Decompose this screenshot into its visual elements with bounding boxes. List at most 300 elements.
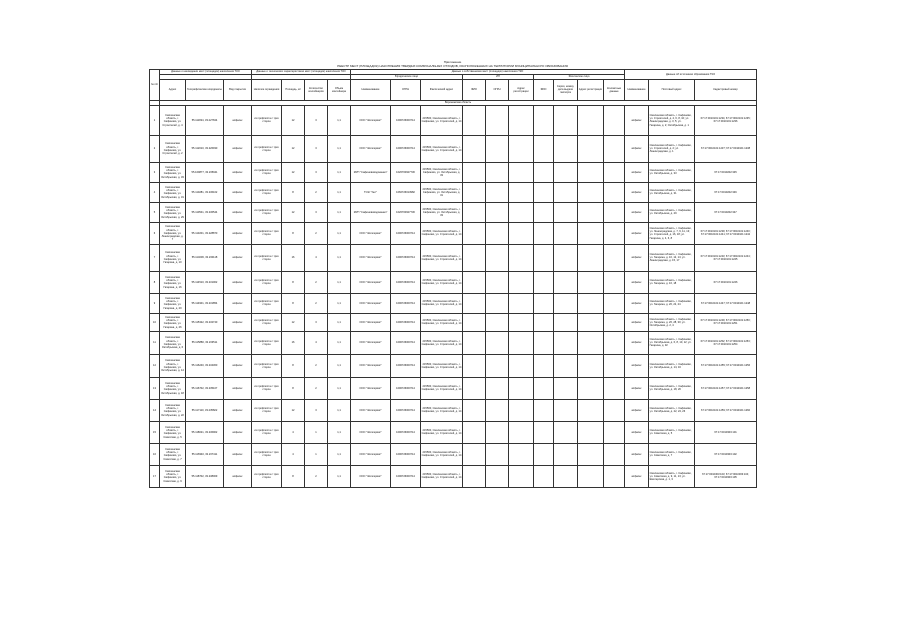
row-count-cell: 2: [305, 182, 328, 202]
row-person-contact-cell: [604, 162, 625, 182]
row-num-cell: 4: [150, 182, 160, 202]
row-cadastral-cell: 67:17:0010303:102: [695, 443, 757, 465]
row-person-passport-cell: [554, 443, 578, 465]
row-area-cell: 8: [282, 293, 305, 313]
row-person-contact-cell: [604, 399, 625, 421]
row-person-address-cell: [578, 313, 604, 331]
row-area-cell: 12: [282, 313, 305, 331]
row-ip-address-cell: [509, 271, 534, 293]
row-source-name-cell: асфальт: [625, 182, 649, 202]
row-ip-address-cell: [509, 399, 534, 421]
row-count-cell: 2: [305, 222, 328, 244]
table-row: [150, 222, 757, 244]
row-person-fio-cell: [534, 105, 554, 135]
table-row: [150, 465, 757, 487]
row-volume-cell: 1,1: [328, 354, 351, 377]
row-count-cell: 3: [305, 202, 328, 222]
col-person-address-header: Адрес регистрации: [578, 79, 604, 100]
group-location-header: Данные о нахождении мест (площадок) накопления ТКО: [160, 69, 252, 74]
row-ip-fio-cell: [463, 244, 486, 271]
row-coords-cell: 55.115880, 33.233511: [186, 331, 224, 354]
row-ip-ogrn-cell: [486, 377, 509, 399]
row-person-contact-cell: [604, 443, 625, 465]
row-source-name-cell: асфальт: [625, 271, 649, 293]
row-area-cell: 4: [282, 421, 305, 443]
row-ip-ogrn-cell: [486, 222, 509, 244]
row-source-address-cell: Смоленская область, г. Сафоново, ул. Строителей, д. 4, 6, 8, 10; ул. Ленинградская, д. 3, 5; ул. Гагарина, д. 2; Октябрьская, д. 1: [649, 105, 695, 135]
row-num-cell: 3: [150, 162, 160, 182]
row-person-address-cell: [578, 244, 604, 271]
row-source-address-cell: Смоленская область, г. Сафоново, ул. Строителей, д. 2; ул. Ленинградская, д. 1: [649, 135, 695, 162]
row-source-address-cell: Смоленская область, г. Сафоново, ул. Советская, д. 9, 11, 13; ул. Шахтерская, д. 1, 3: [649, 465, 695, 487]
row-ip-fio-cell: [463, 105, 486, 135]
row-count-cell: 1: [305, 443, 328, 465]
row-ip-ogrn-cell: [486, 182, 509, 202]
row-org-ogrn-cell: 1066726013982: [391, 182, 421, 202]
row-person-fio-cell: [534, 135, 554, 162]
table-row: [150, 313, 757, 331]
row-source-name-cell: асфальт: [625, 421, 649, 443]
row-fence-cell: из профлиста с трех сторон: [252, 105, 282, 135]
row-cadastral-cell: 67:17:0010101:1249; 67:17:0010101:1250; 67:17:0010101:1251: [695, 313, 757, 331]
row-fence-cell: из профлиста с трех сторон: [252, 421, 282, 443]
col-source-address-header: Почтовый адрес: [649, 79, 695, 100]
row-count-cell: 2: [305, 293, 328, 313]
row-ip-fio-cell: [463, 465, 486, 487]
row-num-cell: 10: [150, 313, 160, 331]
row-volume-cell: 1,1: [328, 313, 351, 331]
row-coords-cell: 55.112010, 33.226930: [186, 135, 224, 162]
row-num-cell: 13: [150, 377, 160, 399]
row-cover-cell: асфальт: [224, 421, 252, 443]
row-ip-address-cell: [509, 105, 534, 135]
row-source-name-cell: асфальт: [625, 331, 649, 354]
col-volume-header: Объем контейнера: [328, 79, 351, 100]
row-ip-ogrn-cell: [486, 399, 509, 421]
row-ip-ogrn-cell: [486, 135, 509, 162]
row-org-address-cell: 215500, Смоленская область, г. Сафоново, ул. Строителей, д. 14: [421, 293, 463, 313]
row-org-address-cell: 215500, Смоленская область, г. Сафоново, ул. Строителей, д. 14: [421, 105, 463, 135]
row-cover-cell: асфальт: [224, 313, 252, 331]
row-area-cell: 12: [282, 135, 305, 162]
row-address-cell: Смоленская область, г. Сафоново, ул. Строителей, д. 2: [160, 135, 186, 162]
row-ip-address-cell: [509, 465, 534, 487]
row-person-passport-cell: [554, 271, 578, 293]
row-org-name-cell: ООО "Жилсервис": [351, 105, 391, 135]
row-num-cell: 12: [150, 354, 160, 377]
row-cadastral-cell: 67:17:0010101:1259; 67:17:0010101:1260: [695, 399, 757, 421]
row-fence-cell: из профлиста с трех сторон: [252, 331, 282, 354]
row-area-cell: 16: [282, 331, 305, 354]
row-person-fio-cell: [534, 293, 554, 313]
row-org-address-cell: 215500, Смоленская область, г. Сафоново, ул. Октябрьская, д. 33: [421, 202, 463, 222]
row-fence-cell: из профлиста с трех сторон: [252, 313, 282, 331]
row-area-cell: 8: [282, 354, 305, 377]
row-fence-cell: из профлиста с трех сторон: [252, 162, 282, 182]
row-person-fio-cell: [534, 202, 554, 222]
row-address-cell: Смоленская область, г. Сафоново, ул. Ленинградская, д. 7: [160, 222, 186, 244]
table-row: [150, 244, 757, 271]
row-org-address-cell: 215500, Смоленская область, г. Сафоново, ул. Строителей, д. 14: [421, 135, 463, 162]
row-person-passport-cell: [554, 244, 578, 271]
row-cover-cell: асфальт: [224, 202, 252, 222]
row-cover-cell: асфальт: [224, 271, 252, 293]
row-org-ogrn-cell: 1096726000714: [391, 222, 421, 244]
doc-header-line-2: РЕЕСТР МЕСТ (ПЛОЩАДОК) НАКОПЛЕНИЯ ТВЕРДЫХ КОММУНАЛЬНЫХ ОТХОДОВ, РАСПОЛОЖЕННЫХ НА ТЕРРИТОРИИ МУНИЦИПАЛЬНОГО ОБРАЗОВАНИЯ: [337, 64, 568, 69]
table-row: [150, 399, 757, 421]
row-num-cell: 16: [150, 443, 160, 465]
row-org-address-cell: 215500, Смоленская область, г. Сафоново, ул. Строителей, д. 14: [421, 313, 463, 331]
row-person-fio-cell: [534, 271, 554, 293]
row-cover-cell: асфальт: [224, 354, 252, 377]
table-row: [150, 443, 757, 465]
row-cadastral-cell: 67:17:0010101:1246: [695, 271, 757, 293]
row-person-passport-cell: [554, 354, 578, 377]
row-count-cell: 3: [305, 162, 328, 182]
row-fence-cell: из профлиста с трех сторон: [252, 222, 282, 244]
row-person-fio-cell: [534, 465, 554, 487]
table-row: [150, 293, 757, 313]
row-org-ogrn-cell: 1096726000714: [391, 354, 421, 377]
row-num-cell: 7: [150, 244, 160, 271]
row-person-passport-cell: [554, 421, 578, 443]
row-num-cell: 14: [150, 399, 160, 421]
row-area-cell: 4: [282, 443, 305, 465]
row-person-address-cell: [578, 105, 604, 135]
row-source-address-cell: Смоленская область, г. Сафоново, ул. Октябрьская, д. 18, 20: [649, 377, 695, 399]
row-area-cell: 8: [282, 271, 305, 293]
row-fence-cell: из профлиста с трех сторон: [252, 354, 282, 377]
row-count-cell: 2: [305, 354, 328, 377]
document-sheet: [149, 60, 756, 488]
row-ip-ogrn-cell: [486, 465, 509, 487]
row-count-cell: 3: [305, 105, 328, 135]
row-num-cell: 11: [150, 331, 160, 354]
row-ip-fio-cell: [463, 135, 486, 162]
table-row: [150, 331, 757, 354]
row-source-address-cell: Смоленская область, г. Сафоново, ул. Ленинградская, д. 7, 9, 11, 13; ул. Строителей, д. 16, 18; ул. Гагарина, д. 4, 6, 8: [649, 222, 695, 244]
row-fence-cell: из профлиста с трех сторон: [252, 182, 282, 202]
registry-table: [149, 69, 757, 488]
row-person-fio-cell: [534, 162, 554, 182]
row-person-address-cell: [578, 202, 604, 222]
row-fence-cell: из профлиста с трех сторон: [252, 135, 282, 162]
row-source-address-cell: Смоленская область, г. Сафоново, ул. Октябрьская, д. 6, 8, 10, 12; ул. Гагарина, д. 32: [649, 331, 695, 354]
row-fence-cell: из профлиста с трех сторон: [252, 271, 282, 293]
row-org-name-cell: ООО "Жилсервис": [351, 331, 391, 354]
row-source-name-cell: асфальт: [625, 443, 649, 465]
row-ip-fio-cell: [463, 202, 486, 222]
row-source-name-cell: асфальт: [625, 399, 649, 421]
row-coords-cell: 55.114901, 33.231854: [186, 293, 224, 313]
row-address-cell: Смоленская область, г. Сафоново, ул. Октябрьская, д. 33: [160, 162, 186, 182]
row-address-cell: Смоленская область, г. Сафоново, ул. Гагарина, д. 20: [160, 293, 186, 313]
row-coords-cell: 55.110541, 33.236544: [186, 202, 224, 222]
row-person-passport-cell: [554, 162, 578, 182]
row-cover-cell: асфальт: [224, 162, 252, 182]
row-count-cell: 1: [305, 421, 328, 443]
row-org-name-cell: ООО "Жилсервис": [351, 135, 391, 162]
col-cadastral-header: Кадастровый номер: [695, 79, 757, 100]
col-coords-header: Географические координаты: [186, 79, 224, 100]
row-source-name-cell: асфальт: [625, 293, 649, 313]
row-address-cell: Смоленская область, г. Сафоново, ул. Строителей, д. 4: [160, 105, 186, 135]
col-count-header: Количество контейнеров: [305, 79, 328, 100]
row-area-cell: 16: [282, 244, 305, 271]
row-ip-fio-cell: [463, 354, 486, 377]
row-org-ogrn-cell: 1096726000714: [391, 313, 421, 331]
row-ip-address-cell: [509, 313, 534, 331]
row-area-cell: 8: [282, 222, 305, 244]
row-source-name-cell: асфальт: [625, 244, 649, 271]
row-fence-cell: из профлиста с трех сторон: [252, 399, 282, 421]
col-area-header: Площадь, м²: [282, 79, 305, 100]
row-source-address-cell: Смоленская область, г. Сафоново, ул. Октябрьская, д. 33: [649, 162, 695, 182]
row-org-ogrn-cell: 1096726000714: [391, 331, 421, 354]
col-num-header: № п/п: [150, 69, 160, 100]
row-org-ogrn-cell: 1096726000714: [391, 244, 421, 271]
row-org-address-cell: 215500, Смоленская область, г. Сафоново, ул. Октябрьская, д. 31: [421, 182, 463, 202]
row-org-name-cell: ООО "Жилсервис": [351, 271, 391, 293]
row-area-cell: 12: [282, 105, 305, 135]
row-area-cell: 12: [282, 399, 305, 421]
row-cover-cell: асфальт: [224, 465, 252, 487]
row-cadastral-cell: 67:17:0010101:1234; 67:17:0010101:1235; 67:17:0010101:1236: [695, 105, 757, 135]
row-ip-ogrn-cell: [486, 244, 509, 271]
row-volume-cell: 1,1: [328, 399, 351, 421]
table-row: [150, 421, 757, 443]
row-person-passport-cell: [554, 105, 578, 135]
row-org-ogrn-cell: 1096726000714: [391, 293, 421, 313]
table-row: [150, 271, 757, 293]
row-cadastral-cell: 67:17:0010101:1247; 67:17:0010101:1248: [695, 293, 757, 313]
row-count-cell: 2: [305, 465, 328, 487]
col-address-header: Адрес: [160, 79, 186, 100]
row-cadastral-cell: 67:17:0010202:346: [695, 182, 757, 202]
row-org-address-cell: 215500, Смоленская область, г. Сафоново, ул. Строителей, д. 14: [421, 222, 463, 244]
row-cadastral-cell: 67:17:0010101:1239; 67:17:0010101:1240; 67:17:0010101:1241; 67:17:0010101:1242: [695, 222, 757, 244]
row-person-contact-cell: [604, 135, 625, 162]
row-org-name-cell: ООО "Жилсервис": [351, 293, 391, 313]
row-fence-cell: из профлиста с трех сторон: [252, 465, 282, 487]
row-ip-address-cell: [509, 293, 534, 313]
row-ip-fio-cell: [463, 443, 486, 465]
row-person-passport-cell: [554, 135, 578, 162]
group-tech-header: Данные о технических характеристиках мест (площадок) накопления ТКО: [252, 69, 351, 74]
row-person-fio-cell: [534, 354, 554, 377]
row-cover-cell: асфальт: [224, 293, 252, 313]
row-ip-address-cell: [509, 421, 534, 443]
row-person-fio-cell: [534, 331, 554, 354]
row-ip-fio-cell: [463, 421, 486, 443]
table-row: [150, 135, 757, 162]
group-owners-header: Данные о собственниках мест (площадок) накопления ТКО: [351, 69, 625, 74]
row-org-name-cell: ООО "Жилсервис": [351, 399, 391, 421]
row-cover-cell: асфальт: [224, 377, 252, 399]
table-row: [150, 162, 757, 182]
row-org-address-cell: 215500, Смоленская область, г. Сафоново, ул. Строителей, д. 14: [421, 443, 463, 465]
row-org-name-cell: МУП "Сафонововодоканал": [351, 202, 391, 222]
row-area-cell: 8: [282, 182, 305, 202]
row-volume-cell: 1,1: [328, 244, 351, 271]
row-ip-address-cell: [509, 182, 534, 202]
row-person-passport-cell: [554, 331, 578, 354]
row-volume-cell: 1,1: [328, 293, 351, 313]
row-ip-fio-cell: [463, 331, 486, 354]
row-person-address-cell: [578, 399, 604, 421]
row-ip-fio-cell: [463, 222, 486, 244]
row-ip-fio-cell: [463, 271, 486, 293]
row-person-address-cell: [578, 377, 604, 399]
row-ip-address-cell: [509, 135, 534, 162]
table-row: [150, 105, 757, 135]
group-sources-header: Данные об источниках образования ТКО: [625, 69, 757, 79]
row-volume-cell: 1,1: [328, 271, 351, 293]
row-volume-cell: 1,1: [328, 465, 351, 487]
row-org-address-cell: 215500, Смоленская область, г. Сафоново, ул. Строителей, д. 14: [421, 399, 463, 421]
row-count-cell: 3: [305, 313, 328, 331]
row-ip-fio-cell: [463, 377, 486, 399]
row-cadastral-cell: 67:17:0010101:1252; 67:17:0010101:1253; 67:17:0010101:1254: [695, 331, 757, 354]
table-row: [150, 182, 757, 202]
col-ip-fio-header: ФИО: [463, 79, 486, 100]
row-person-address-cell: [578, 331, 604, 354]
row-cadastral-cell: 67:17:0010101:1257; 67:17:0010101:1258: [695, 377, 757, 399]
row-org-ogrn-cell: 1096726000714: [391, 271, 421, 293]
row-source-address-cell: Смоленская область, г. Сафоново, ул. Октябрьская, д. 31: [649, 182, 695, 202]
row-coords-cell: 55.115322, 33.232740: [186, 313, 224, 331]
row-source-name-cell: асфальт: [625, 202, 649, 222]
row-ip-fio-cell: [463, 293, 486, 313]
row-ip-ogrn-cell: [486, 105, 509, 135]
row-cadastral-cell: 67:17:0010101:1237; 67:17:0010101:1238: [695, 135, 757, 162]
row-source-address-cell: Смоленская область, г. Сафоново, ул. Октябрьская, д. 29: [649, 202, 695, 222]
row-cadastral-cell: 67:17:0010101:1255; 67:17:0010101:1256: [695, 354, 757, 377]
col-person-contact-header: Контактные данные: [604, 79, 625, 100]
row-volume-cell: 1,1: [328, 162, 351, 182]
row-org-ogrn-cell: 1096726000714: [391, 443, 421, 465]
row-source-name-cell: асфальт: [625, 135, 649, 162]
row-source-name-cell: асфальт: [625, 354, 649, 377]
row-person-passport-cell: [554, 465, 578, 487]
row-org-name-cell: ООО "Жилсервис": [351, 465, 391, 487]
row-cover-cell: асфальт: [224, 331, 252, 354]
row-ip-ogrn-cell: [486, 293, 509, 313]
row-ip-address-cell: [509, 331, 534, 354]
row-address-cell: Смоленская область, г. Сафоново, ул. Советская, д. 7: [160, 443, 186, 465]
row-person-passport-cell: [554, 222, 578, 244]
table-row: [150, 202, 757, 222]
row-coords-cell: 55.110281, 33.236102: [186, 182, 224, 202]
row-address-cell: Смоленская область, г. Сафоново, ул. Советская, д. 9: [160, 465, 186, 487]
row-ip-address-cell: [509, 443, 534, 465]
row-org-name-cell: ООО "Жилсервис": [351, 377, 391, 399]
row-cover-cell: асфальт: [224, 222, 252, 244]
row-person-contact-cell: [604, 331, 625, 354]
row-person-address-cell: [578, 271, 604, 293]
row-volume-cell: 1,1: [328, 135, 351, 162]
row-volume-cell: 1,1: [328, 443, 351, 465]
row-person-passport-cell: [554, 182, 578, 202]
row-count-cell: 3: [305, 135, 328, 162]
row-area-cell: 12: [282, 162, 305, 182]
row-address-cell: Смоленская область, г. Сафоново, ул. Гагарина, д. 10: [160, 244, 186, 271]
row-coords-cell: 55.116240, 33.234360: [186, 354, 224, 377]
row-cover-cell: асфальт: [224, 443, 252, 465]
row-cadastral-cell: 67:17:0010202:345: [695, 162, 757, 182]
row-ip-address-cell: [509, 377, 534, 399]
ip-header: ИП: [463, 74, 534, 79]
row-person-passport-cell: [554, 377, 578, 399]
row-person-contact-cell: [604, 105, 625, 135]
row-source-address-cell: Смоленская область, г. Сафоново, ул. Гагарина, д. 26, 28, 30; ул. Октябрьская, д. 2, 4: [649, 313, 695, 331]
row-num-cell: 5: [150, 202, 160, 222]
row-org-ogrn-cell: 1096726000714: [391, 135, 421, 162]
row-fence-cell: из профлиста с трех сторон: [252, 293, 282, 313]
row-ip-ogrn-cell: [486, 354, 509, 377]
row-person-contact-cell: [604, 354, 625, 377]
row-org-name-cell: МУП "Сафонововодоканал": [351, 162, 391, 182]
row-count-cell: 2: [305, 377, 328, 399]
row-person-contact-cell: [604, 202, 625, 222]
row-person-fio-cell: [534, 399, 554, 421]
row-area-cell: 8: [282, 377, 305, 399]
row-ip-ogrn-cell: [486, 421, 509, 443]
col-fence-header: Наличие ограждения: [252, 79, 282, 100]
row-volume-cell: 1,1: [328, 182, 351, 202]
row-volume-cell: 1,1: [328, 377, 351, 399]
row-address-cell: Смоленская область, г. Сафоново, ул. Октябрьская, д. 31: [160, 182, 186, 202]
row-org-ogrn-cell: 1096726000714: [391, 421, 421, 443]
row-source-address-cell: Смоленская область, г. Сафоново, ул. Гагарина, д. 16, 18: [649, 271, 695, 293]
row-cadastral-cell: 67:17:0010101:1243; 67:17:0010101:1244; 67:17:0010101:1245: [695, 244, 757, 271]
row-person-address-cell: [578, 162, 604, 182]
table-row: [150, 354, 757, 377]
row-person-contact-cell: [604, 271, 625, 293]
row-coords-cell: 55.118340, 33.237411: [186, 443, 224, 465]
row-ip-ogrn-cell: [486, 271, 509, 293]
row-volume-cell: 1,1: [328, 222, 351, 244]
row-ip-fio-cell: [463, 399, 486, 421]
row-person-fio-cell: [534, 443, 554, 465]
row-cadastral-cell: 67:17:0010303:103; 67:17:0010303:104; 67:17:0010303:105: [695, 465, 757, 487]
row-person-contact-cell: [604, 182, 625, 202]
section-title: Воронежская область: [160, 100, 757, 105]
row-volume-cell: 1,1: [328, 105, 351, 135]
row-coords-cell: 55.118021, 33.236902: [186, 421, 224, 443]
row-org-address-cell: 215500, Смоленская область, г. Сафоново, ул. Строителей, д. 14: [421, 331, 463, 354]
row-org-name-cell: ООО "Жилсервис": [351, 222, 391, 244]
row-fence-cell: из профлиста с трех сторон: [252, 443, 282, 465]
row-ip-ogrn-cell: [486, 331, 509, 354]
row-ip-ogrn-cell: [486, 202, 509, 222]
row-cover-cell: асфальт: [224, 244, 252, 271]
row-fence-cell: из профлиста с трех сторон: [252, 202, 282, 222]
row-source-address-cell: Смоленская область, г. Сафоново, ул. Гагарина, д. 10, 12, 14; ул. Ленинградская, д. 15, 17: [649, 244, 695, 271]
row-org-ogrn-cell: 1096726000714: [391, 399, 421, 421]
row-person-passport-cell: [554, 202, 578, 222]
row-coords-cell: 55.116702, 33.235107: [186, 377, 224, 399]
row-address-cell: Смоленская область, г. Сафоново, ул. Советская, д. 5: [160, 421, 186, 443]
row-ip-fio-cell: [463, 162, 486, 182]
row-person-passport-cell: [554, 313, 578, 331]
row-num-cell: 17: [150, 465, 160, 487]
row-coords-cell: 55.117110, 33.235822: [186, 399, 224, 421]
row-person-contact-cell: [604, 421, 625, 443]
row-cover-cell: асфальт: [224, 399, 252, 421]
row-person-contact-cell: [604, 313, 625, 331]
row-org-address-cell: 215500, Смоленская область, г. Сафоново, ул. Строителей, д. 14: [421, 271, 463, 293]
